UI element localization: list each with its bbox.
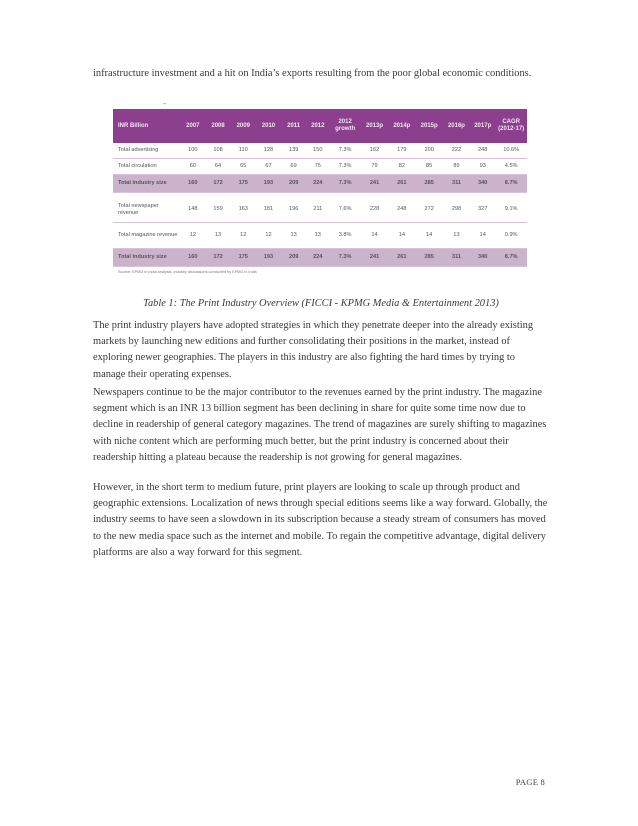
table-cell: 139 bbox=[281, 143, 306, 159]
table-cell: 285 bbox=[416, 249, 443, 267]
table-cell: 327 bbox=[470, 197, 495, 223]
table-cell: 163 bbox=[231, 197, 256, 223]
table-cell: 179 bbox=[388, 143, 415, 159]
table-cell: 100 bbox=[180, 143, 205, 159]
column-header: 2007 bbox=[180, 109, 205, 143]
table-cell: 89 bbox=[443, 159, 470, 175]
column-header: 2016p bbox=[443, 109, 470, 143]
column-header: 2012 growth bbox=[329, 109, 361, 143]
table-cell: 228 bbox=[361, 197, 388, 223]
table-cell: 224 bbox=[306, 249, 329, 267]
table-row bbox=[113, 197, 527, 223]
table-cell: 13 bbox=[281, 223, 306, 249]
table-cell: 7.6% bbox=[329, 197, 361, 223]
table-cell: 108 bbox=[205, 143, 230, 159]
table-cell: 7.3% bbox=[329, 143, 361, 159]
column-header: 2011 bbox=[281, 109, 306, 143]
table-cell: 160 bbox=[180, 249, 205, 267]
table-cell: 298 bbox=[443, 197, 470, 223]
row-label: Total circulation bbox=[113, 159, 180, 175]
table-cell: 162 bbox=[361, 143, 388, 159]
table-header-row bbox=[113, 109, 527, 143]
table-cell: 67 bbox=[256, 159, 281, 175]
table-cell: 93 bbox=[470, 159, 495, 175]
table-cell: 193 bbox=[256, 249, 281, 267]
table-cell: 14 bbox=[470, 223, 495, 249]
table-cell: 7.3% bbox=[329, 249, 361, 267]
row-label: Total industry size bbox=[113, 249, 180, 267]
row-label: Total magazine revenue bbox=[113, 223, 180, 249]
table-cell: 248 bbox=[470, 143, 495, 159]
table-caption: Table 1: The Print Industry Overview (FICCI - KPMG Media & Entertainment 2013) bbox=[143, 298, 499, 309]
table-cell: 181 bbox=[256, 197, 281, 223]
table-cell: 261 bbox=[388, 175, 415, 193]
table-cell: 0.9% bbox=[495, 223, 527, 249]
table-cell: 60 bbox=[180, 159, 205, 175]
table-cell: 10.6% bbox=[495, 143, 527, 159]
table-cell: 285 bbox=[416, 175, 443, 193]
page-number: PAGE 8 bbox=[515, 777, 545, 787]
table-cell: 241 bbox=[361, 249, 388, 267]
table-cell: 128 bbox=[256, 143, 281, 159]
table-cell: 150 bbox=[306, 143, 329, 159]
table-row bbox=[113, 143, 527, 159]
table-cell: 209 bbox=[281, 249, 306, 267]
table-cell: 200 bbox=[416, 143, 443, 159]
table-cell: 85 bbox=[416, 159, 443, 175]
table-cell: 69 bbox=[281, 159, 306, 175]
row-label: Total newspaper revenue bbox=[113, 197, 180, 223]
table-cell: 82 bbox=[388, 159, 415, 175]
table-cell: 160 bbox=[180, 175, 205, 193]
table-row-total bbox=[113, 249, 527, 267]
table-cell: 175 bbox=[231, 175, 256, 193]
table-cell: 175 bbox=[231, 249, 256, 267]
table-cell: 209 bbox=[281, 175, 306, 193]
table-cell: 8.7% bbox=[495, 175, 527, 193]
table-cell: 211 bbox=[306, 197, 329, 223]
table-cell: 110 bbox=[231, 143, 256, 159]
table-cell: 3.8% bbox=[329, 223, 361, 249]
table-cell: 311 bbox=[443, 175, 470, 193]
table-row bbox=[113, 159, 527, 175]
column-header: 2013p bbox=[361, 109, 388, 143]
table-cell: 65 bbox=[231, 159, 256, 175]
table-cell: 12 bbox=[180, 223, 205, 249]
table-source-note: Source: KPMG in India analysis, industry discussions conducted by KPMG in India bbox=[118, 270, 257, 274]
table-cell: 159 bbox=[205, 197, 230, 223]
table-cell: 224 bbox=[306, 175, 329, 193]
table-cell: 12 bbox=[231, 223, 256, 249]
table-cell: 14 bbox=[388, 223, 415, 249]
table-cell: 272 bbox=[416, 197, 443, 223]
table-cell: 261 bbox=[388, 249, 415, 267]
print-industry-table-figure bbox=[113, 109, 527, 279]
column-header: 2009 bbox=[231, 109, 256, 143]
table-cell: 8.7% bbox=[495, 249, 527, 267]
table-cell: 311 bbox=[443, 249, 470, 267]
table-cell: 172 bbox=[205, 249, 230, 267]
table-cell: 13 bbox=[443, 223, 470, 249]
column-header: 2015p bbox=[416, 109, 443, 143]
column-header: INR Billion bbox=[113, 109, 180, 143]
column-header: 2012 bbox=[306, 109, 329, 143]
row-label: Total advertising bbox=[113, 143, 180, 159]
table-cell: 340 bbox=[470, 249, 495, 267]
table-cell: 172 bbox=[205, 175, 230, 193]
table-cell: 222 bbox=[443, 143, 470, 159]
table-cell: 248 bbox=[388, 197, 415, 223]
table-cell: 13 bbox=[205, 223, 230, 249]
column-header: CAGR (2012-17) bbox=[495, 109, 527, 143]
table-cell: 196 bbox=[281, 197, 306, 223]
body-paragraph: However, in the short term to medium future, print players are looking to scale up through product and geographic extensions. Localization of news through special editions seems like a way forward. Globally, the industry seems to have seen a slowdown in its subscription because a steady stream of consumers has moved to the new media space such as the internet and mobile. To regain the competitive advantage, digital delivery platforms are also a way forward for this segment. bbox=[93, 482, 548, 558]
body-paragraph: Newspapers continue to be the major contributor to the revenues earned by the print industry. The magazine segment which is an INR 13 billion segment has been declining in share for quite some time now due to decline in readership of general category magazines. The trend of magazines are surely shifting to magazines with niche content which are performing much better, but the print industry is concerned about their readership hitting a plateau because the readership is not growing for general magazines. bbox=[93, 387, 547, 463]
table-cell: 340 bbox=[470, 175, 495, 193]
table-cell: 7.3% bbox=[329, 159, 361, 175]
row-label: Total industry size bbox=[113, 175, 180, 193]
table-cell: 13 bbox=[306, 223, 329, 249]
table-cell: 12 bbox=[256, 223, 281, 249]
intro-paragraph: infrastructure investment and a hit on India’s exports resulting from the poor global economic conditions. bbox=[93, 68, 532, 79]
table-row-total bbox=[113, 175, 527, 193]
column-header: 2014p bbox=[388, 109, 415, 143]
table-cell: 7.3% bbox=[329, 175, 361, 193]
table-cell: 193 bbox=[256, 175, 281, 193]
table-cell: 14 bbox=[416, 223, 443, 249]
table-cell: 4.5% bbox=[495, 159, 527, 175]
table-cell: 79 bbox=[361, 159, 388, 175]
column-header: 2017p bbox=[470, 109, 495, 143]
table-cell: 9.1% bbox=[495, 197, 527, 223]
table-cell: 64 bbox=[205, 159, 230, 175]
stray-mark: - bbox=[163, 98, 166, 108]
column-header: 2008 bbox=[205, 109, 230, 143]
body-paragraph: The print industry players have adopted strategies in which they penetrate deeper into the already existing markets by launching new editions and further consolidating their positions in the market, instead of exploring newer geographies. The players in this industry are also fighting the hard times by trying to manage their operating expenses. bbox=[93, 320, 534, 380]
print-industry-table bbox=[113, 109, 527, 267]
table-cell: 75 bbox=[306, 159, 329, 175]
table-cell: 14 bbox=[361, 223, 388, 249]
table-cell: 148 bbox=[180, 197, 205, 223]
table-row bbox=[113, 223, 527, 249]
column-header: 2010 bbox=[256, 109, 281, 143]
table-cell: 241 bbox=[361, 175, 388, 193]
